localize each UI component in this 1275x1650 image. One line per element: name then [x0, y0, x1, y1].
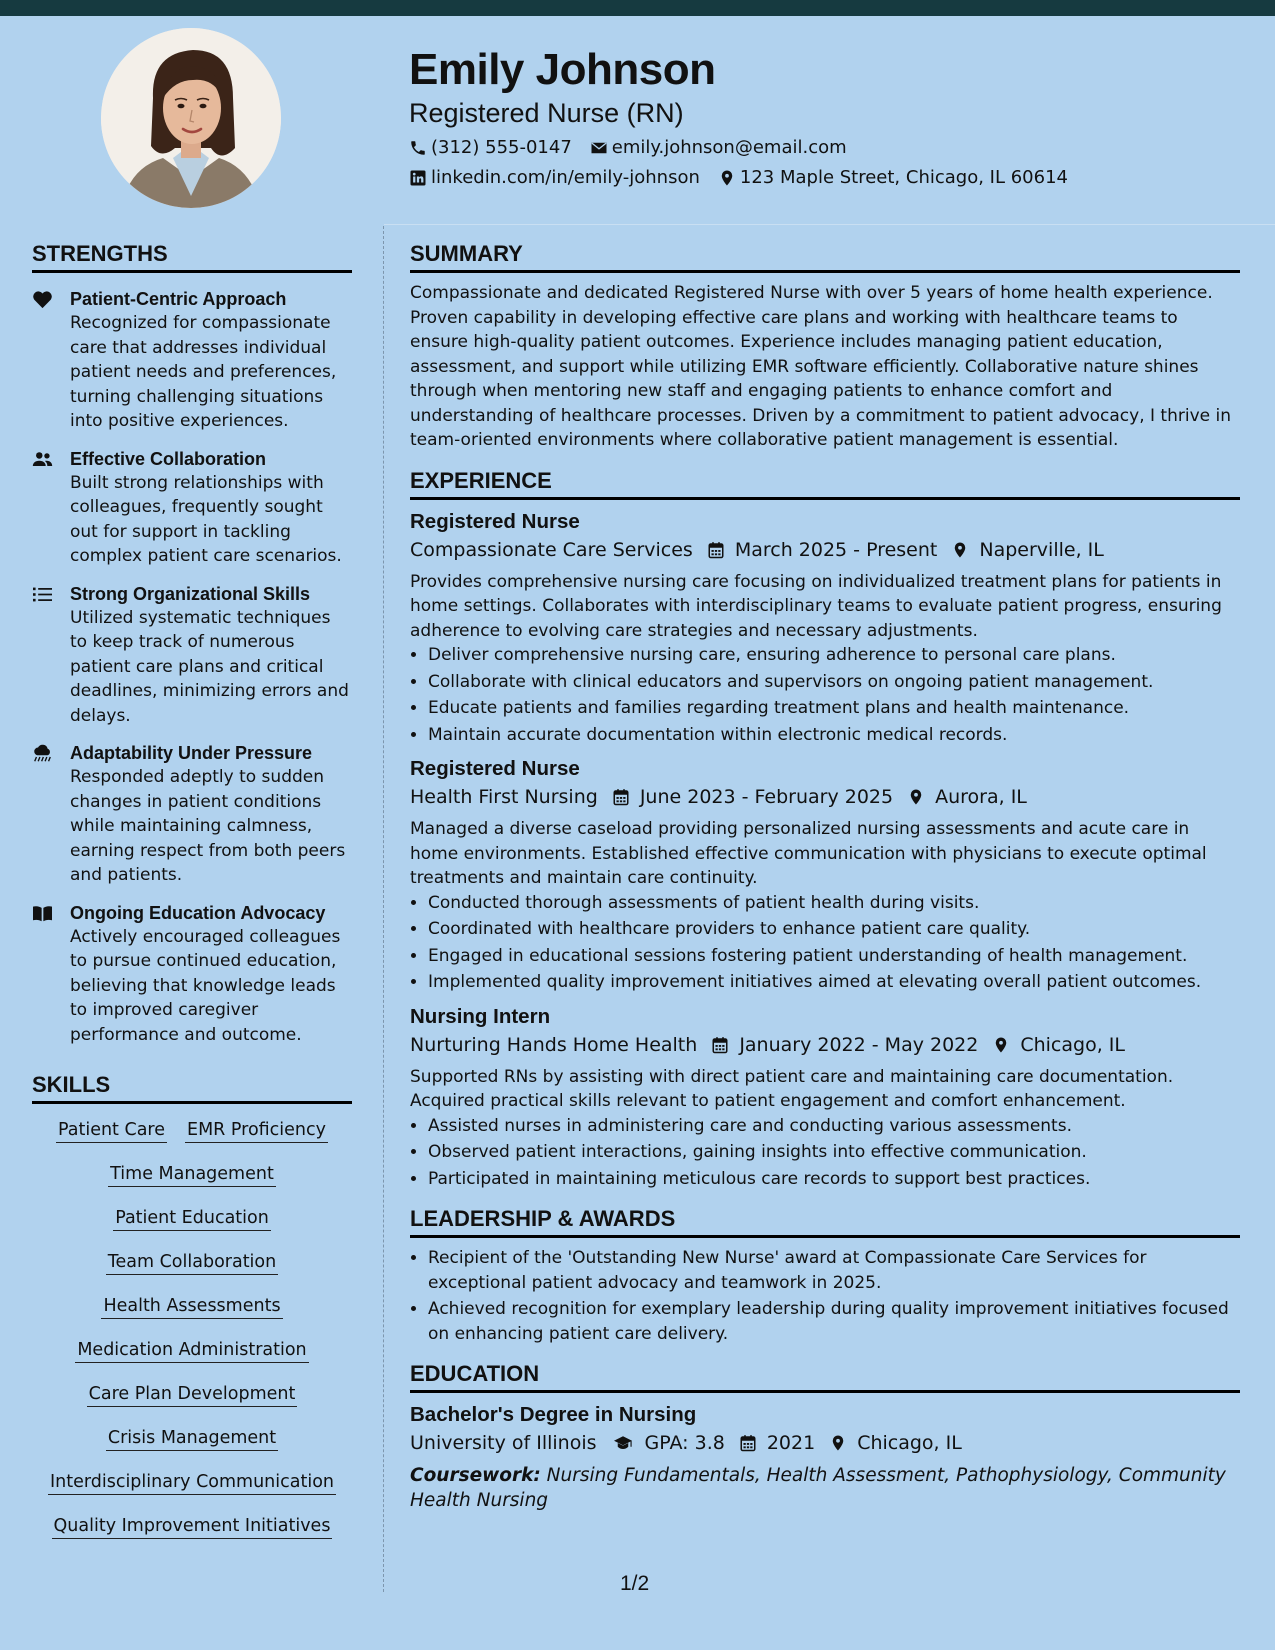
bullet-item: • Deliver comprehensive nursing care, ensuring adherence to personal care plans.: [428, 643, 1240, 668]
resume-header: [409, 44, 1239, 190]
job-location: [992, 1031, 1125, 1059]
book-open-icon: [32, 904, 53, 923]
job-company: Compassionate Care Services: [410, 538, 693, 561]
award-item: • Achieved recognition for exemplary leadership during quality improvement initiatives focused on enhancing patient care delivery.: [428, 1297, 1240, 1346]
calendar-icon: [707, 541, 725, 559]
summary-text: Compassionate and dedicated Registered Nurse with over 5 years of home health experience. Proven capability in developing effective care plans and working with healthcare teams to ensure high-quality patient outcomes. Experience includes managing patient education, assessment, and support while utilizing EMR software efficiently. Collaborative nature shines through when mentoring new staff and engaging patients to enhance comfort and understanding of healthcare processes. Driven by a commitment to patient advocacy, I thrive in team-oriented environments where collaborative patient management is essential.: [410, 283, 1231, 450]
phone-text: (312) 555-0147: [431, 137, 572, 158]
job-meta: [410, 1031, 1240, 1059]
leadership-list: [410, 1246, 1240, 1346]
job-dates: [707, 536, 938, 564]
skill-tag: EMR Proficiency: [185, 1118, 328, 1143]
strength-item: [32, 287, 352, 434]
award-item: • Recipient of the 'Outstanding New Nurse' award at Compassionate Care Services for exceptional patient advocacy and teamwork in 2025.: [428, 1246, 1240, 1295]
bullet-item: • Participated in maintaining meticulous care records to support best practices.: [428, 1167, 1240, 1192]
calendar-icon: [739, 1434, 757, 1452]
skill-tag: Care Plan Development: [87, 1382, 298, 1407]
linkedin-contact: [409, 166, 700, 190]
bullet-item: • Implemented quality improvement initiatives aimed at elevating overall patient outcomes.: [428, 970, 1240, 995]
bullet-item: • Educate patients and families regarding treatment plans and health maintenance.: [428, 696, 1240, 721]
linkedin-text: linkedin.com/in/emily-johnson: [431, 167, 700, 188]
job-description: Managed a diverse caseload providing personalized nursing assessments and acute care in home environments. Established effective communication with physicians to execute optimal treatments and maintain care continuity.: [410, 819, 1207, 888]
job-title: Registered Nurse: [410, 757, 580, 780]
bullet-item: • Conducted thorough assessments of patient health during visits.: [428, 891, 1240, 916]
strength-title: Effective Collaboration: [70, 448, 267, 469]
degree-title: Bachelor's Degree in Nursing: [410, 1403, 697, 1426]
skill-tag: Crisis Management: [106, 1426, 278, 1451]
gpa-text: GPA: 3.8: [644, 1432, 725, 1454]
education-gpa: [611, 1429, 725, 1457]
skill-tag: Medication Administration: [75, 1338, 308, 1363]
profile-photo: [101, 28, 281, 208]
strength-item: [32, 582, 352, 729]
education-meta: [410, 1429, 1240, 1457]
map-pin-icon: [992, 1036, 1010, 1054]
address-contact: [718, 166, 1068, 190]
candidate-role: Registered Nurse (RN): [409, 98, 684, 128]
left-column: [32, 240, 352, 1539]
job-location-text: Naperville, IL: [979, 538, 1104, 561]
job-entry: [410, 1003, 1240, 1192]
email-contact: [590, 136, 847, 160]
header-divider: [384, 224, 1275, 225]
job-location: [951, 536, 1103, 564]
job-entry: [410, 755, 1240, 995]
skill-tag: Quality Improvement Initiatives: [52, 1514, 333, 1539]
strength-item: [32, 447, 352, 569]
bullet-item: • Engaged in educational sessions fostering patient understanding of health management.: [428, 944, 1240, 969]
skill-tag: Patient Education: [113, 1206, 271, 1231]
job-title: Registered Nurse: [410, 509, 580, 533]
phone-contact: [409, 136, 572, 160]
education-location: [829, 1429, 962, 1457]
skill-tag: Team Collaboration: [106, 1250, 278, 1275]
strength-description: Actively encouraged colleagues to pursue continued education, believing that knowledge leads to improved caregiver performance and outcome.: [70, 926, 341, 1045]
strength-title: Adaptability Under Pressure: [70, 743, 313, 763]
job-description: Supported RNs by assisting with direct patient care and maintaining care documentation. Acquired practical skills relevant to patient engagement and comfort enhancement.: [410, 1066, 1174, 1111]
job-location-text: Aurora, IL: [935, 786, 1027, 808]
job-location: [907, 783, 1027, 811]
envelope-icon: [590, 139, 608, 157]
contact-row-2: [409, 166, 1239, 190]
calendar-icon: [612, 788, 630, 806]
skill-tag: Patient Care: [56, 1118, 167, 1143]
job-bullets: [410, 891, 1240, 995]
strength-item: [32, 901, 352, 1048]
school-name: University of Illinois: [410, 1432, 597, 1454]
address-text: 123 Maple Street, Chicago, IL 60614: [739, 167, 1068, 188]
coursework-text: Nursing Fundamentals, Health Assessment, Pathophysiology, Community Health Nursing: [410, 1465, 1226, 1511]
experience-heading: EXPERIENCE: [410, 467, 1240, 500]
job-dates-text: March 2025 - Present: [734, 538, 938, 561]
contact-row-1: [409, 136, 1239, 160]
job-location-text: Chicago, IL: [1020, 1033, 1125, 1056]
map-pin-icon: [951, 541, 969, 559]
summary-heading: SUMMARY: [410, 240, 1240, 273]
skill-tag: Interdisciplinary Communication: [48, 1470, 336, 1495]
linkedin-icon: [409, 169, 427, 187]
job-bullets: [410, 643, 1240, 747]
education-location-text: Chicago, IL: [857, 1432, 962, 1454]
email-text: emily.johnson@email.com: [611, 137, 847, 158]
cloud-rain-icon: [32, 744, 53, 763]
strength-description: Utilized systematic techniques to keep track of numerous patient care plans and critical deadlines, minimizing errors and delays.: [70, 607, 349, 726]
strength-title: Patient-Centric Approach: [70, 289, 287, 309]
job-company: Nurturing Hands Home Health: [410, 1033, 698, 1056]
strength-title: Strong Organizational Skills: [70, 583, 311, 604]
job-dates: [711, 1031, 978, 1059]
leadership-heading: LEADERSHIP & AWARDS: [410, 1205, 1240, 1238]
coursework: [410, 1463, 1240, 1513]
users-icon: [32, 450, 53, 469]
bullet-item: • Coordinated with healthcare providers to enhance patient care quality.: [428, 917, 1240, 942]
heart-icon: [32, 290, 53, 309]
job-meta: [410, 783, 1240, 811]
candidate-name: Emily Johnson: [409, 45, 716, 94]
bullet-item: • Observed patient interactions, gaining insights into effective communication.: [428, 1140, 1240, 1165]
bullet-item: • Collaborate with clinical educators and supervisors on ongoing patient management.: [428, 670, 1240, 695]
job-meta: [410, 536, 1240, 564]
top-bar: [0, 0, 1275, 16]
map-pin-icon: [907, 788, 925, 806]
phone-icon: [409, 139, 427, 157]
job-dates: [612, 783, 893, 811]
strength-title: Ongoing Education Advocacy: [70, 902, 326, 923]
skills-heading: SKILLS: [32, 1071, 352, 1104]
skill-tag: Health Assessments: [101, 1294, 282, 1319]
strength-description: Responded adeptly to sudden changes in patient conditions while maintaining calmness, earning respect from both peers and patients.: [70, 767, 346, 885]
strengths-heading: STRENGTHS: [32, 240, 352, 273]
bullet-item: • Assisted nurses in administering care and conducting various assessments.: [428, 1114, 1240, 1139]
map-pin-icon: [718, 169, 736, 187]
strength-item: [32, 741, 352, 888]
graduation-cap-icon: [611, 1434, 635, 1452]
skill-tag: Time Management: [108, 1162, 276, 1187]
calendar-icon: [711, 1036, 729, 1054]
year-text: 2021: [766, 1432, 816, 1454]
column-divider: [383, 226, 384, 1592]
coursework-label: Coursework:: [410, 1465, 541, 1486]
list-icon: [32, 585, 53, 604]
job-bullets: [410, 1114, 1240, 1192]
job-description: Provides comprehensive nursing care focusing on individualized treatment plans for patients in home settings. Collaborates with interdisciplinary teams to evaluate patient progress, ensuring adherence to evolving care strategies and necessary adjustments.: [410, 571, 1222, 641]
strength-description: Recognized for compassionate care that addresses individual patient needs and preferences, turning challenging situations into positive experiences.: [70, 313, 337, 431]
page-number: 1/2: [620, 1572, 650, 1595]
job-dates-text: June 2023 - February 2025: [639, 786, 894, 808]
education-year: [739, 1429, 815, 1457]
education-heading: EDUCATION: [410, 1360, 1240, 1393]
map-pin-icon: [829, 1434, 847, 1452]
strength-description: Built strong relationships with colleagues, frequently sought out for support in tackling complex patient care scenarios.: [70, 472, 342, 566]
job-company: Health First Nursing: [410, 786, 598, 808]
job-title: Nursing Intern: [410, 1004, 551, 1028]
job-dates-text: January 2022 - May 2022: [739, 1033, 979, 1056]
job-entry: [410, 508, 1240, 748]
right-column: [410, 240, 1240, 1513]
bullet-item: • Maintain accurate documentation within electronic medical records.: [428, 723, 1240, 748]
skills-list: [32, 1118, 352, 1539]
